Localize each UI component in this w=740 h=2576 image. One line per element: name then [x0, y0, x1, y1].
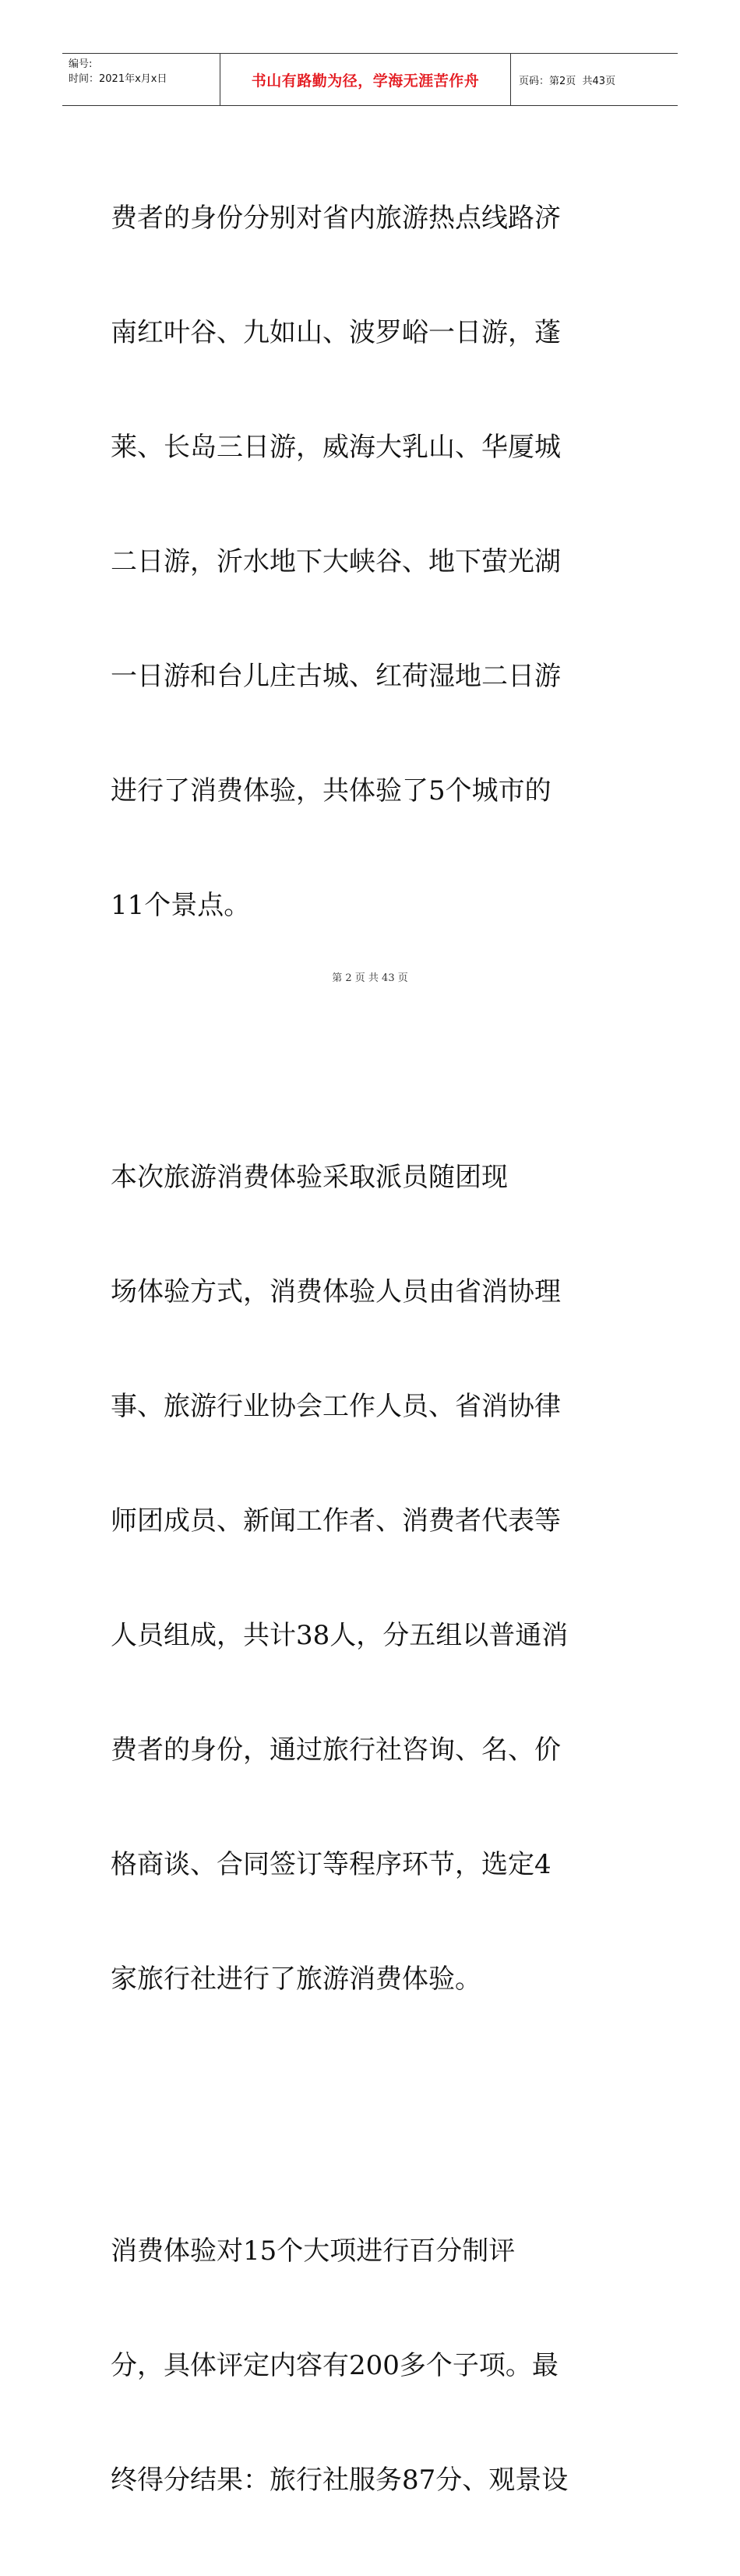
- paragraph-2: [111, 1082, 633, 2075]
- text-line: 11个景点。: [111, 890, 251, 921]
- paragraph-spacer: [111, 2075, 633, 2156]
- text-line: 进行了消费体验，共体验了5个城市的: [111, 775, 551, 806]
- text-line: 终得分结果：旅行社服务87分、观景设: [111, 2465, 569, 2496]
- text-line: 消费体验对15个大项进行百分制评: [111, 2235, 516, 2267]
- text-line: 事、旅游行业协会工作人员、省消协律: [111, 1391, 561, 1422]
- paragraph-3: [111, 2156, 633, 2576]
- header-page-info: 页码：第2页 共43页: [519, 75, 616, 87]
- paragraph-spacer: [111, 1001, 633, 1082]
- text-line: 本次旅游消费体验采取派员随团现: [111, 1162, 508, 1193]
- document-time-label: 时间：2021年x月x日: [69, 73, 167, 85]
- text-line: 家旅行社进行了旅游消费体验。: [111, 1964, 481, 1995]
- text-line: 场体验方式，消费体验人员由省消协理: [111, 1276, 561, 1307]
- text-line: 人员组成，共计38人，分五组以普通消: [111, 1620, 569, 1651]
- header-motto: 书山有路勤为径，学海无涯苦作舟: [220, 54, 511, 105]
- text-line: 二日游，沂水地下大峡谷、地下萤光湖: [111, 546, 561, 577]
- text-line: 费者的身份，通过旅行社咨询、名、价: [111, 1734, 561, 1766]
- text-line: 一日游和台儿庄古城、红荷湿地二日游: [111, 661, 561, 692]
- page-footer: 第 2 页 共 43 页: [332, 972, 408, 984]
- text-line: 莱、长岛三日游，威海大乳山、华厦城: [111, 432, 561, 463]
- text-line: 师团成员、新闻工作者、消费者代表等: [111, 1505, 561, 1537]
- text-line: 费者的身份分别对省内旅游热点线路济: [111, 203, 561, 234]
- text-line: 南红叶谷、九如山、波罗峪一日游，蓬: [111, 317, 561, 348]
- text-line: 格商谈、合同签订等程序环节，选定4: [111, 1849, 551, 1880]
- document-body: [111, 123, 633, 2576]
- document-number-label: 编号:: [69, 58, 93, 70]
- header-meta: [62, 54, 220, 105]
- text-line: 分，具体评定内容有200多个子项。最: [111, 2350, 559, 2381]
- page-header: [62, 53, 678, 106]
- paragraph-1: [111, 123, 633, 1001]
